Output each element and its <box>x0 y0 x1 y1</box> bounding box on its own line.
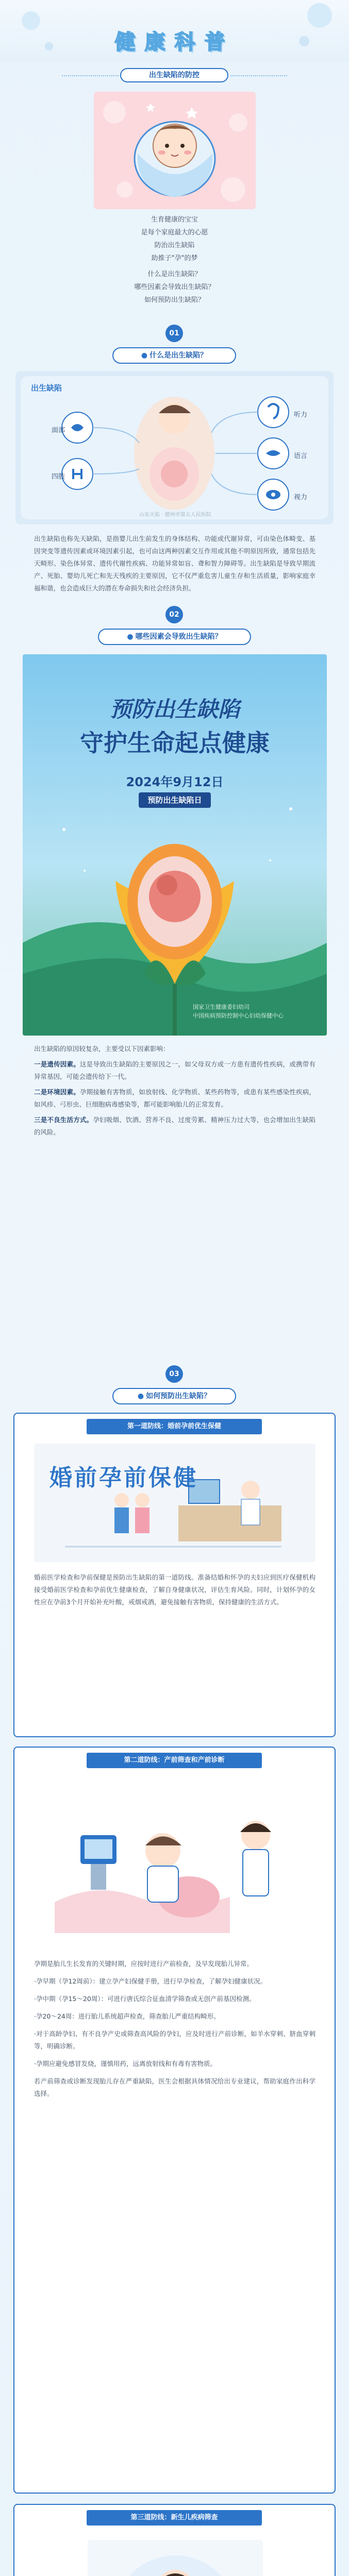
birth-defect-diagram <box>15 371 334 524</box>
section2-intro: 出生缺陷的原因较复杂，主要受以下因素影响： <box>34 1045 170 1053</box>
divider <box>62 75 119 76</box>
question-list <box>0 268 349 307</box>
factor-heading: 一是遗传因素。 <box>34 1060 80 1068</box>
question-item: 什么是出生缺陷？ <box>147 270 202 278</box>
section3-question <box>112 1388 236 1404</box>
label-hearing: 听力 <box>294 411 308 419</box>
poster-org: 国家卫生健康委妇幼司 <box>193 1004 250 1010</box>
label-limbs: 四肢 <box>52 473 65 481</box>
ultrasound-illustration <box>34 1778 315 1948</box>
factor-heading: 三是不良生活方式。 <box>34 1116 93 1124</box>
stage2-bullet: ·孕早期（孕12周前）：建立孕产妇保健手册，进行早孕检查，了解孕妇健康状况。 <box>34 1977 267 1985</box>
stage2-bullet: ·对于高龄孕妇、有不良孕产史或筛查高风险的孕妇，应及时进行产前诊断，如羊水穿刺、脐血穿刺等，明确诊断。 <box>34 2030 315 2050</box>
section1-question <box>112 347 236 364</box>
stage2-paragraph: 若产前筛查或诊断发现胎儿存在严重缺陷，医生会根据具体情况给出专业建议，帮助家庭作出科学选择。 <box>34 2077 315 2097</box>
label-vision: 视力 <box>294 494 308 501</box>
factor-text: 这是导致出生缺陷的主要原因之一，如父母双方或一方患有遗传性疾病，或携带有异常基因，可能会遗传给下一代。 <box>34 1060 315 1080</box>
poster-title-line1: 预防出生缺陷 <box>109 697 240 722</box>
factor-heading: 二是环境因素。 <box>34 1088 80 1096</box>
stage2-bullet: ·孕中期（孕15～20周）：可进行唐氏综合征血清学筛查或无创产前基因检测。 <box>34 1995 256 2003</box>
poster-date: 2024年9月12日 <box>126 775 224 789</box>
page-title: 健康科普 <box>114 30 235 54</box>
question-icon: ● <box>141 351 148 360</box>
question-icon: ● <box>127 633 134 641</box>
section3-question-text: 如何预防出生缺陷？ <box>146 1392 211 1400</box>
stage2-bullet: ·孕20～24周：进行胎儿系统超声检查，筛查胎儿严重结构畸形。 <box>34 2012 220 2020</box>
figure-title: 出生缺陷 <box>31 383 62 393</box>
intro-line: 助推子"孕"的梦 <box>151 255 198 262</box>
baby-illustration-frame <box>94 92 256 209</box>
prenatal-exam-illustration <box>34 1778 315 1948</box>
newborn-screening-illustration <box>88 2540 263 2576</box>
poster-event-badge: 预防出生缺陷日 <box>139 792 211 808</box>
stage2-paragraph: 孕期是胎儿生长发育的关键时期，应按时进行产前检查，及早发现胎儿异常。 <box>34 1960 254 1968</box>
swaddled-baby-illustration <box>94 92 256 209</box>
stage1-label: 第一道防线：婚前孕前优生保健 <box>87 1419 262 1434</box>
section-number: 02 <box>165 606 183 623</box>
poster-title-line2: 守护生命起点健康 <box>80 729 270 757</box>
birth-defect-figure <box>15 371 334 524</box>
watermark: 山东天佑 · 德州市第五人民医院 <box>139 512 211 518</box>
section2-text <box>34 1043 315 1139</box>
prevention-day-poster <box>23 654 327 1036</box>
intro-line: 是每个家庭最大的心愿 <box>141 229 208 236</box>
stage1-paragraph: 婚前医学检查和孕前保健是预防出生缺陷的第一道防线。准备结婚和怀孕的夫妇应到医疗保健机构接受婚前医学检查和孕前优生健康检查，了解自身健康状况，评估生育风险。同时，计划怀孕的女性应在孕前3个月开始补充叶酸，戒烟戒酒，避免接触有害物质，保持健康的生活方式。 <box>34 1573 315 1606</box>
label-speech: 语言 <box>294 452 308 460</box>
doctor-illustration <box>88 2540 263 2576</box>
label-face: 面部 <box>52 427 65 434</box>
question-item: 哪些因素会导致出生缺陷？ <box>134 283 215 291</box>
subtitle-badge: 出生缺陷的防控 <box>120 68 228 82</box>
factor-text: 孕期接触有害物质，如放射线、化学物质、某些药物等，或患有某些感染性疾病，如风疹、弓形虫、巨细胞病毒感染等，都可能影响胎儿的正常发育。 <box>34 1088 315 1108</box>
premarital-care-poster <box>34 1444 315 1562</box>
poster-title: 婚前孕前保健 <box>49 1465 198 1491</box>
stage3-label: 第三道防线：新生儿疾病筛查 <box>87 2510 262 2526</box>
stage2-label: 第二道防线：产前筛查和产前诊断 <box>87 1753 262 1768</box>
intro-text <box>0 213 349 265</box>
question-icon: ● <box>137 1392 144 1400</box>
section2-question-text: 哪些因素会导致出生缺陷？ <box>135 633 222 641</box>
stage2-bullet: ·孕期应避免感冒发烧，谨慎用药，远离放射线和有毒有害物质。 <box>34 2060 217 2067</box>
factor-text: 孕妇吸烟、饮酒、营养不良、过度劳累、精神压力过大等，也会增加出生缺陷的风险。 <box>34 1116 315 1136</box>
poster-org: 中国疾病预防控制中心妇幼保健中心 <box>193 1012 284 1019</box>
stage2-text <box>34 1958 315 2100</box>
section-number: 03 <box>165 1365 183 1383</box>
section-number: 01 <box>165 325 183 342</box>
question-item: 如何预防出生缺陷？ <box>144 296 205 304</box>
divider <box>230 75 287 76</box>
section2-question <box>98 629 251 645</box>
intro-line: 生育健康的宝宝 <box>151 216 198 224</box>
section1-paragraph: 出生缺陷也称先天缺陷，是指婴儿出生前发生的身体结构、功能或代谢异常，可由染色体畸变、基因突变等遗传因素或环境因素引起，也可由这两种因素交互作用或其他不明原因所致，通常包括先天畸形、染色体异常、遗传代谢性疾病、功能异常如盲、聋和智力障碍等。出生缺陷是导致早期流产、死胎、婴幼儿死亡和先天残疾的主要原因，它不仅严重危害儿童生存和生活质量，影响家庭幸福和谐，也会造成巨大的潜在寿命损失和社会经济负担。 <box>34 535 315 592</box>
poster-organizers <box>193 1003 317 1020</box>
section1-question-text: 什么是出生缺陷？ <box>149 351 208 360</box>
intro-line: 防治出生缺陷 <box>154 242 195 249</box>
